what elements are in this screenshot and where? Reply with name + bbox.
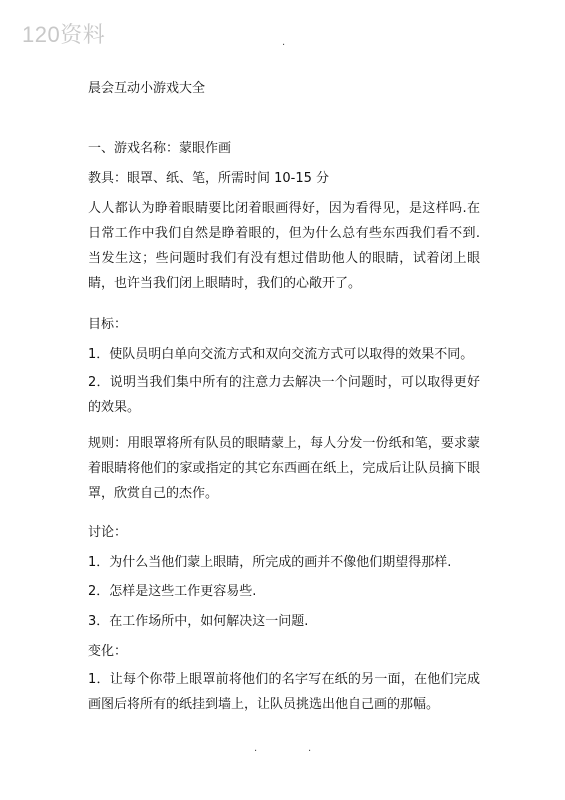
document-title: 晨会互动小游戏大全 <box>88 81 206 96</box>
rules-paragraph: 规则：用眼罩将所有队员的眼睛蒙上，每人分发一份纸和笔，要求蒙着眼睛将他们的家或指定的其它东西画在纸上，完成后让队员摘下眼罩，欣赏自己的杰作。 <box>88 436 480 501</box>
discussion-label: 讨论： <box>88 525 128 540</box>
watermark-logo: 120资料 <box>22 22 106 47</box>
variation-label: 变化： <box>88 644 128 659</box>
header-dot: . <box>282 37 286 48</box>
footer-dot-left: . <box>254 743 258 754</box>
goal-label: 目标： <box>88 317 128 332</box>
variation-item-1: 1．让每个你带上眼罩前将他们的名字写在纸的另一面，在他们完成画图后将所有的纸挂到墙上，让队员挑选出他自己画的那幅。 <box>88 672 480 712</box>
game-heading: 一、游戏名称：蒙眼作画 <box>88 141 232 156</box>
discussion-item-3: 3．在工作场所中，如何解决这一问题. <box>88 614 309 629</box>
goal-item-2: 2．说明当我们集中所有的注意力去解决一个问题时，可以取得更好的效果。 <box>88 375 480 415</box>
footer-dot-right: . <box>308 743 312 754</box>
goal-item-1: 1．使队员明白单向交流方式和双向交流方式可以取得的效果不同。 <box>88 347 474 362</box>
discussion-item-2: 2．怎样是这些工作更容易些. <box>88 584 257 599</box>
tools-line: 教具：眼罩、纸、笔，所需时间 10-15 分 <box>88 171 330 186</box>
intro-paragraph: 人人都认为睁着眼睛要比闭着眼画得好，因为看得见，是这样吗.在日常工作中我们自然是睁着眼的，但为什么总有些东西我们看不到.当发生这；些问题时我们有没有想过借助他人的眼睛，试着闭上眼睛，也许当我们闭上眼睛时，我们的心敞开了。 <box>88 201 480 291</box>
discussion-item-1: 1．为什么当他们蒙上眼睛，所完成的画并不像他们期望得那样. <box>88 555 452 570</box>
